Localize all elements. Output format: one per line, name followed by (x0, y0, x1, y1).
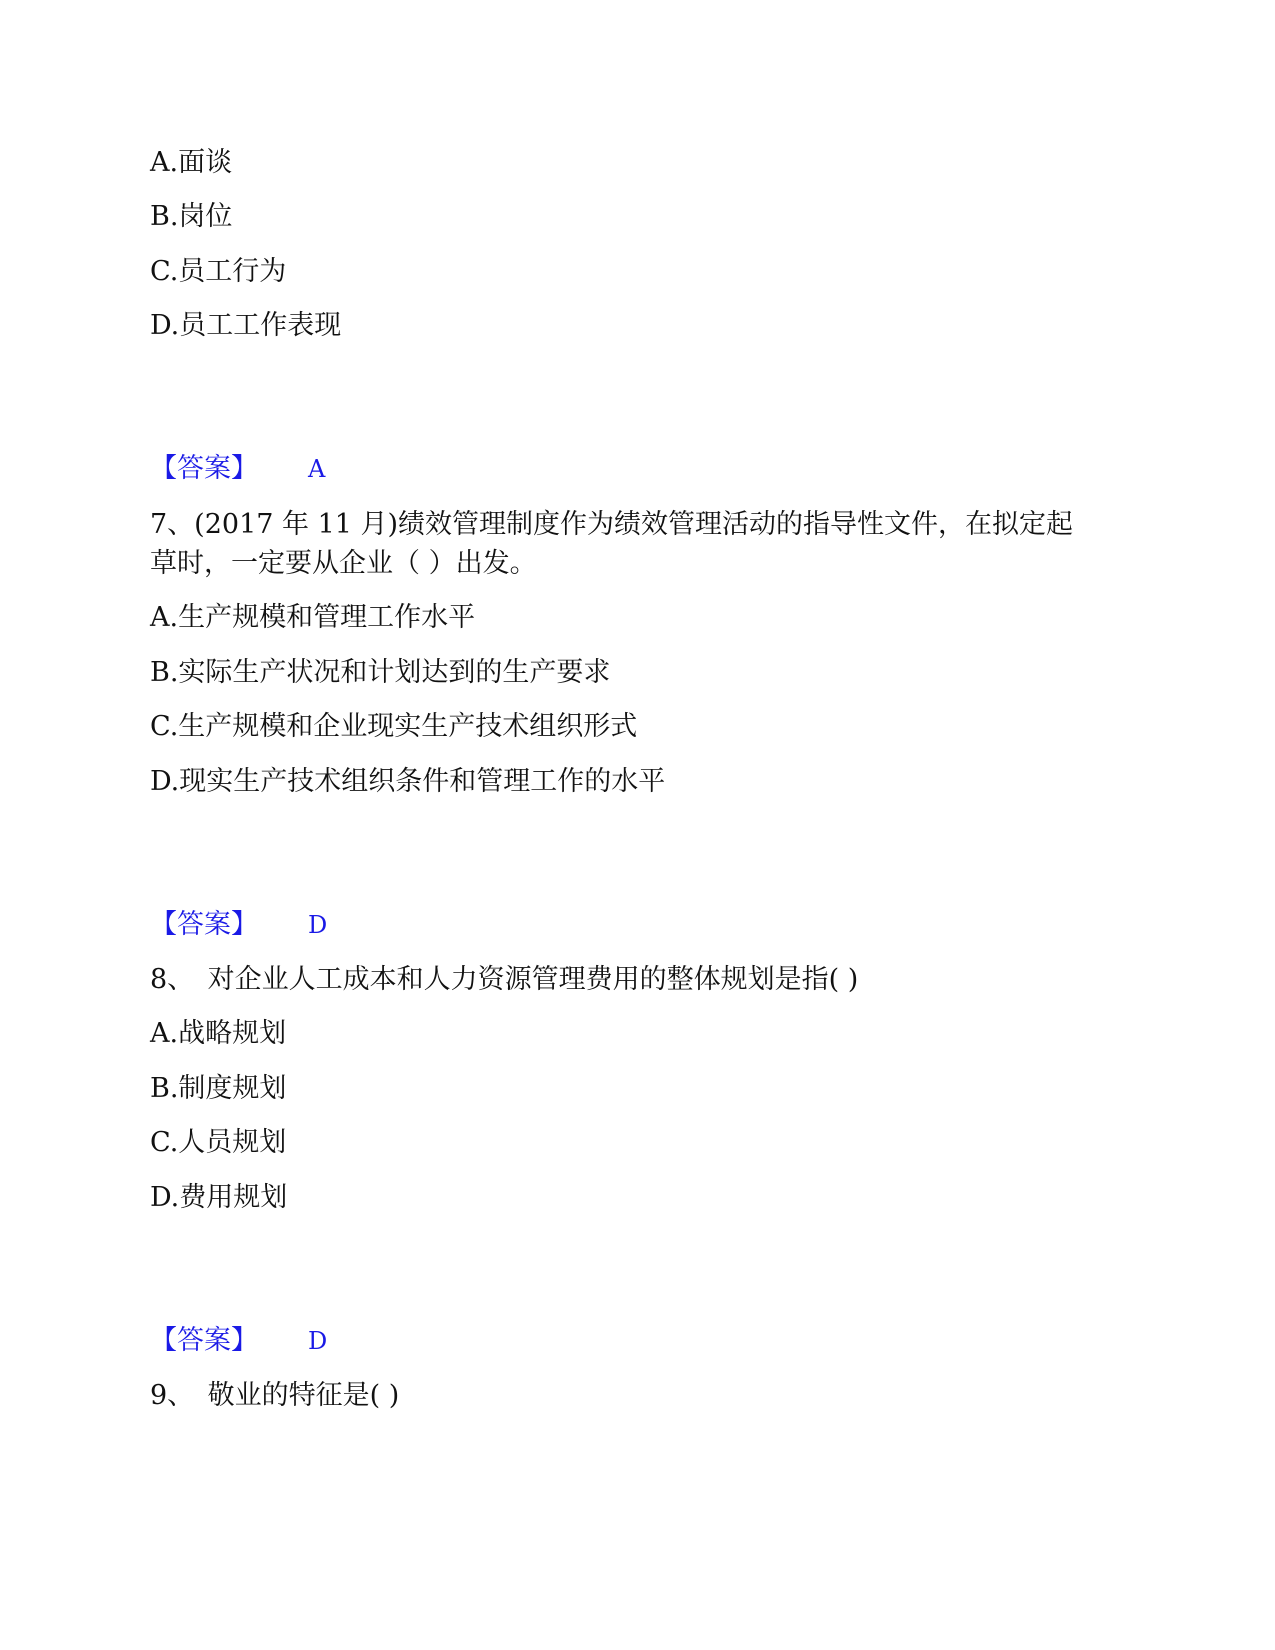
q6-option-c: C.员工行为 (150, 256, 287, 287)
answer-value: A (308, 455, 326, 483)
q6-answer (150, 452, 325, 486)
q7-stem-line2: 草时，一定要从企业（ ）出发。 (150, 548, 537, 579)
q8-stem: 8、 对企业人工成本和人力资源管理费用的整体规划是指( ) (150, 964, 859, 995)
q6-option-a: A.面谈 (150, 147, 233, 178)
q6-option-d: D.员工工作表现 (150, 310, 342, 341)
answer-value: D (308, 911, 328, 939)
q8-option-b: B.制度规划 (150, 1073, 287, 1104)
q8-option-d: D.费用规划 (150, 1182, 288, 1213)
q7-option-c: C.生产规模和企业现实生产技术组织形式 (150, 711, 638, 742)
q7-stem-line1: 7、(2017 年 11 月)绩效管理制度作为绩效管理活动的指导性文件，在拟定起 (150, 509, 1074, 540)
q7-answer (150, 908, 327, 942)
answer-label: 【答案】 (150, 909, 258, 940)
q8-option-c: C.人员规划 (150, 1127, 287, 1158)
q9-stem: 9、 敬业的特征是( ) (150, 1380, 400, 1411)
answer-label: 【答案】 (150, 1325, 258, 1356)
q7-option-d: D.现实生产技术组织条件和管理工作的水平 (150, 766, 666, 797)
q8-option-a: A.战略规划 (150, 1018, 287, 1049)
answer-value: D (308, 1327, 328, 1355)
q7-option-b: B.实际生产状况和计划达到的生产要求 (150, 657, 611, 688)
q8-answer (150, 1324, 327, 1358)
q7-option-a: A.生产规模和管理工作水平 (150, 602, 476, 633)
answer-label: 【答案】 (150, 453, 258, 484)
q6-option-b: B.岗位 (150, 201, 233, 232)
